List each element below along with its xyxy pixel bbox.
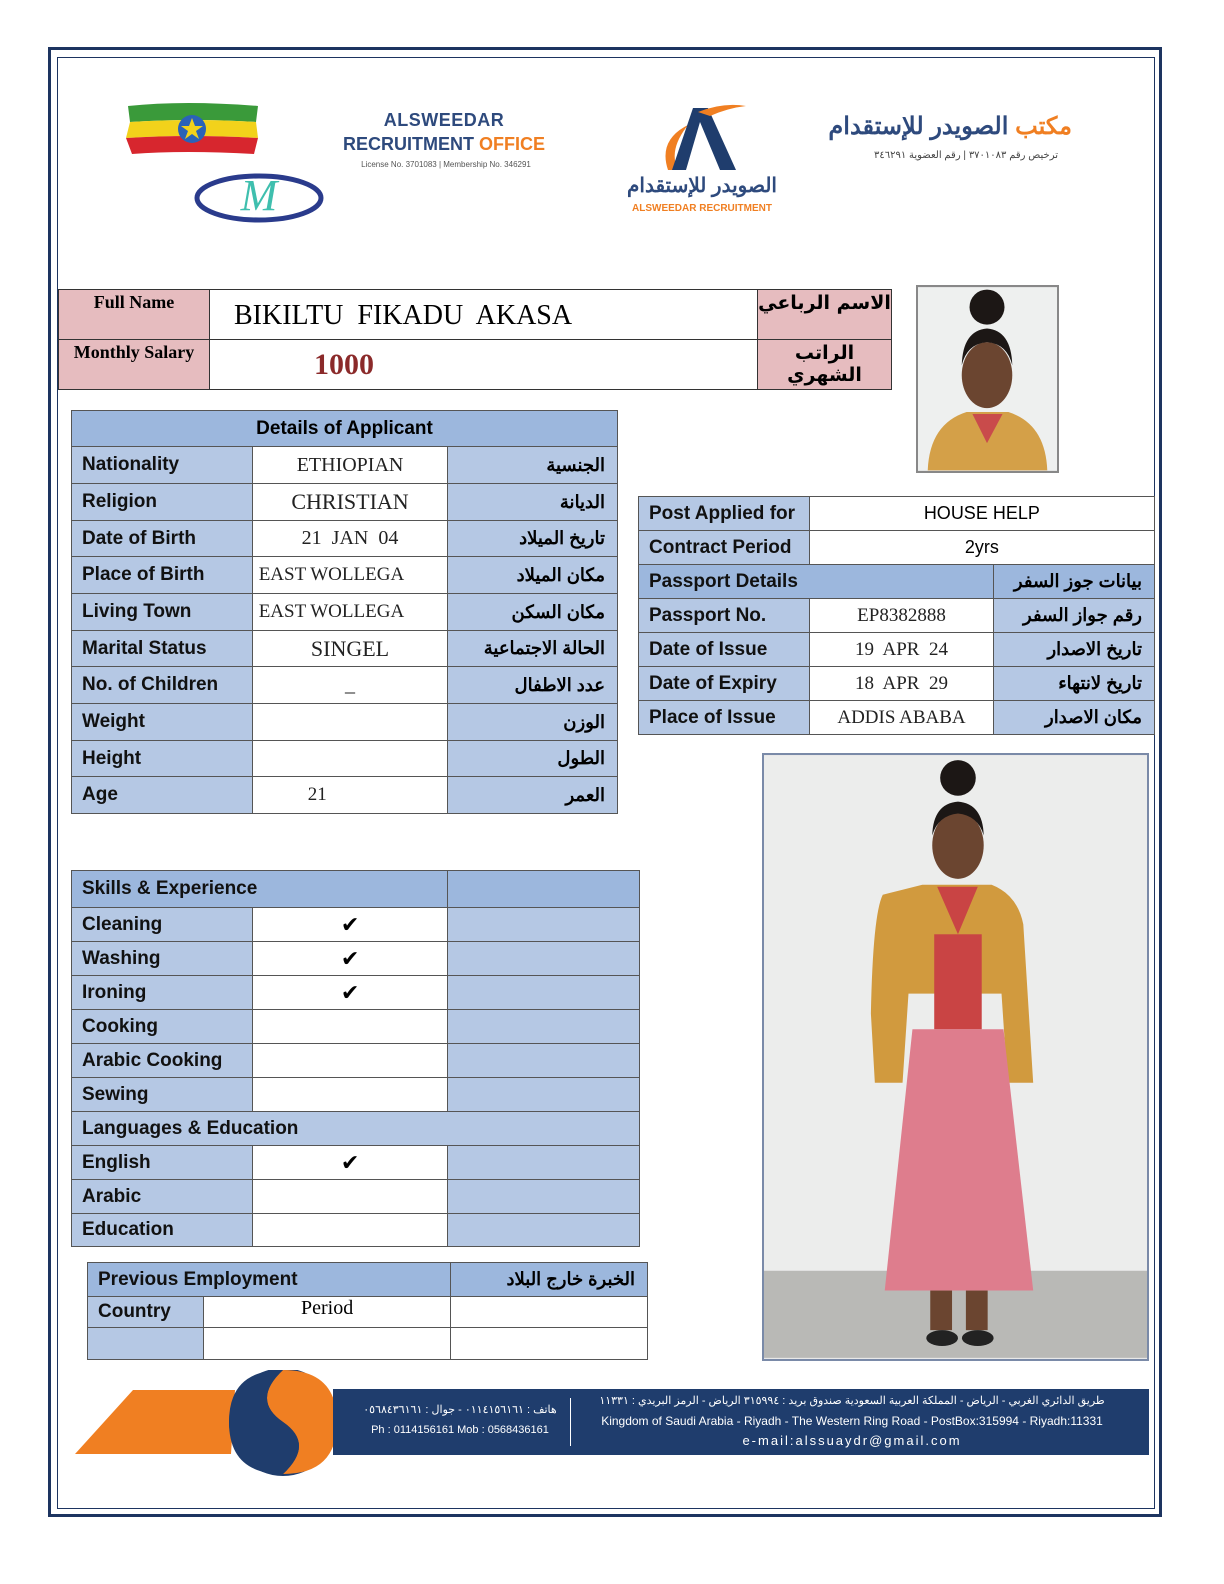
language-check: ✔ xyxy=(252,1146,448,1180)
footer-email-link[interactable]: e-mail:alssuaydr@gmail.com xyxy=(742,1433,962,1448)
skill-label: Washing xyxy=(72,942,253,976)
applicant-portrait-photo xyxy=(916,285,1059,473)
table-row xyxy=(72,1180,640,1214)
passport-details-header xyxy=(639,565,1155,599)
office-license: License No. 3701083 | Membership No. 346291 xyxy=(361,160,531,169)
skill-extra xyxy=(448,908,640,942)
skill-extra xyxy=(448,942,640,976)
brand-arabic-name: الصويدر للإستقدام xyxy=(627,175,777,197)
m-logo xyxy=(194,168,324,224)
post-passport-table xyxy=(638,496,1155,735)
footer-phones: Ph : 0114156161 Mob : 0568436161 xyxy=(371,1424,549,1436)
footer-phones-arabic: هاتف : ٠١١٤١٥٦١٦١ - جوال : ٠٥٦٨٤٣٦١٦١ xyxy=(363,1404,557,1416)
language-check xyxy=(252,1180,448,1214)
skill-extra xyxy=(448,976,640,1010)
footer-divider xyxy=(570,1398,571,1446)
full-name-value: BIKILTU FIKADU AKASA xyxy=(209,289,758,340)
detail-value: 21 xyxy=(252,777,448,814)
language-extra xyxy=(448,1146,640,1180)
footer-emblem xyxy=(75,1370,345,1476)
post-applied-value: HOUSE HELP xyxy=(809,497,1154,531)
employment-country-cell xyxy=(88,1328,204,1360)
detail-arabic-label: الديانة xyxy=(448,484,618,521)
detail-arabic-label: العمر xyxy=(448,777,618,814)
detail-value: CHRISTIAN xyxy=(252,484,448,521)
passport-details-title: Passport Details xyxy=(639,565,994,599)
language-extra xyxy=(448,1214,640,1247)
skill-check: ✔ xyxy=(252,908,448,942)
detail-arabic-label: عدد الاطفال xyxy=(448,667,618,704)
a-brand-logo xyxy=(648,100,748,180)
detail-label: Height xyxy=(72,741,253,777)
detail-value: _ xyxy=(252,667,448,704)
detail-value xyxy=(252,704,448,741)
skills-title: Skills & Experience xyxy=(72,871,448,908)
detail-arabic-label: تاريخ الميلاد xyxy=(448,521,618,557)
table-row xyxy=(639,599,1155,633)
detail-value: EAST WOLLEGA xyxy=(252,557,448,594)
passport-details-arabic-title: بيانات جوز السفر xyxy=(994,565,1155,599)
detail-label: Religion xyxy=(72,484,253,521)
table-row xyxy=(639,701,1155,735)
table-row xyxy=(72,942,640,976)
applicant-full-body-photo xyxy=(762,753,1149,1361)
svg-text:M: M xyxy=(240,171,278,220)
passport-value: 19 APR 24 xyxy=(809,633,994,667)
detail-arabic-label: الجنسية xyxy=(448,447,618,484)
language-extra xyxy=(448,1180,640,1214)
detail-arabic-label: الطول xyxy=(448,741,618,777)
employment-extra xyxy=(451,1297,648,1328)
table-row xyxy=(88,1328,648,1360)
detail-label: Living Town xyxy=(72,594,253,631)
table-row xyxy=(72,976,640,1010)
skill-label: Cooking xyxy=(72,1010,253,1044)
table-row xyxy=(72,631,618,667)
table-row xyxy=(72,1010,640,1044)
office-name-line2: RECRUITMENT OFFICE xyxy=(343,134,545,154)
post-applied-label: Post Applied for xyxy=(639,497,810,531)
table-row xyxy=(639,667,1155,701)
table-row xyxy=(72,908,640,942)
table-row xyxy=(72,557,618,594)
detail-label: Weight xyxy=(72,704,253,741)
detail-value: ETHIOPIAN xyxy=(252,447,448,484)
detail-arabic-label: الوزن xyxy=(448,704,618,741)
detail-arabic-label: مكان الميلاد xyxy=(448,557,618,594)
passport-value: 18 APR 29 xyxy=(809,667,994,701)
table-row xyxy=(72,447,618,484)
brand-english-name: ALSWEEDAR RECRUITMENT xyxy=(632,203,772,214)
passport-label: Passport No. xyxy=(639,599,810,633)
skills-experience-table xyxy=(71,870,640,1247)
full-name-arabic-label: الاسم الرباعي xyxy=(757,289,892,340)
skill-label: Ironing xyxy=(72,976,253,1010)
table-row xyxy=(88,1297,648,1328)
table-row xyxy=(72,1044,640,1078)
table-row xyxy=(72,484,618,521)
details-of-applicant-table xyxy=(71,410,618,814)
detail-label: No. of Children xyxy=(72,667,253,704)
skill-label: Cleaning xyxy=(72,908,253,942)
detail-value: 21 JAN 04 xyxy=(252,521,448,557)
ethiopia-flag-logo xyxy=(124,100,262,158)
passport-value: EP8382888 xyxy=(809,599,994,633)
detail-value xyxy=(252,741,448,777)
employment-extra-cell xyxy=(451,1328,648,1360)
skill-extra xyxy=(448,1010,640,1044)
passport-label: Date of Issue xyxy=(639,633,810,667)
detail-label: Date of Birth xyxy=(72,521,253,557)
previous-employment-table xyxy=(87,1262,648,1360)
language-check xyxy=(252,1214,448,1247)
monthly-salary-label: Monthly Salary xyxy=(58,339,210,390)
table-row xyxy=(72,521,618,557)
skill-check xyxy=(252,1010,448,1044)
table-row xyxy=(639,633,1155,667)
detail-value: EAST WOLLEGA xyxy=(252,594,448,631)
full-name-label: Full Name xyxy=(58,289,210,340)
country-label: Country xyxy=(88,1297,204,1328)
detail-value: SINGEL xyxy=(252,631,448,667)
office-name-line1: ALSWEEDAR xyxy=(383,110,505,130)
monthly-salary-arabic-label: الراتب الشهري xyxy=(757,339,892,390)
period-label: Period xyxy=(203,1297,450,1328)
footer-address: Kingdom of Saudi Arabia - Riyadh - The Western Ring Road - PostBox:315994 - Riyadh:11331 xyxy=(601,1414,1103,1428)
passport-label: Place of Issue xyxy=(639,701,810,735)
skill-check: ✔ xyxy=(252,942,448,976)
skill-check xyxy=(252,1044,448,1078)
detail-label: Marital Status xyxy=(72,631,253,667)
table-row xyxy=(639,531,1155,565)
detail-label: Nationality xyxy=(72,447,253,484)
skill-label: Sewing xyxy=(72,1078,253,1112)
footer-address-arabic: طريق الدائري الغربي - الرياض - المملكة العربية السعودية صندوق بريد : ٣١٥٩٩٤ الرياض - الرمز البريدي : ١١٣٣١ xyxy=(599,1395,1105,1407)
previous-employment-arabic-title: الخبرة خارج البلاد xyxy=(451,1263,648,1297)
skill-label: Arabic Cooking xyxy=(72,1044,253,1078)
table-row xyxy=(72,594,618,631)
skill-check xyxy=(252,1078,448,1112)
table-row xyxy=(72,704,618,741)
previous-employment-title: Previous Employment xyxy=(88,1263,451,1297)
passport-value: ADDIS ABABA xyxy=(809,701,994,735)
table-row xyxy=(72,1146,640,1180)
employment-period-cell xyxy=(203,1328,450,1360)
table-row xyxy=(72,1078,640,1112)
skill-extra xyxy=(448,1078,640,1112)
monthly-salary-value: 1000 xyxy=(209,339,758,390)
skills-title-blank xyxy=(448,871,640,908)
office-arabic-license: ترخيص رقم ٣٧٠١٠٨٣ | رقم العضوية ٣٤٦٢٩١ xyxy=(873,150,1058,161)
detail-arabic-label: مكان السكن xyxy=(448,594,618,631)
skill-check: ✔ xyxy=(252,976,448,1010)
language-label: Education xyxy=(72,1214,253,1247)
detail-label: Age xyxy=(72,777,253,814)
passport-arabic-label: رقم جواز السفر xyxy=(994,599,1155,633)
table-row xyxy=(72,777,618,814)
contract-period-label: Contract Period xyxy=(639,531,810,565)
table-row xyxy=(72,1214,640,1247)
table-row xyxy=(639,497,1155,531)
passport-arabic-label: تاريخ الاصدار xyxy=(994,633,1155,667)
detail-arabic-label: الحالة الاجتماعية xyxy=(448,631,618,667)
language-label: Arabic xyxy=(72,1180,253,1214)
passport-arabic-label: مكان الاصدار xyxy=(994,701,1155,735)
office-arabic-name: مكتب الصويدر للإستقدام xyxy=(828,113,1072,140)
detail-label: Place of Birth xyxy=(72,557,253,594)
language-label: English xyxy=(72,1146,253,1180)
details-title: Details of Applicant xyxy=(72,411,618,447)
contract-period-value: 2yrs xyxy=(809,531,1154,565)
table-row xyxy=(72,741,618,777)
skill-extra xyxy=(448,1044,640,1078)
passport-label: Date of Expiry xyxy=(639,667,810,701)
passport-arabic-label: تاريخ لانتهاء xyxy=(994,667,1155,701)
table-row xyxy=(72,667,618,704)
languages-education-title: Languages & Education xyxy=(72,1112,640,1146)
